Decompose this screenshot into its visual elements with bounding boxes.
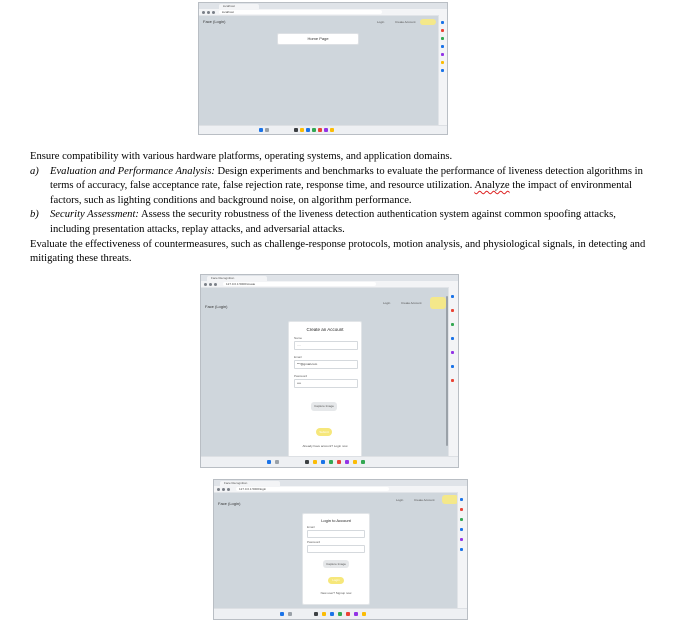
- back-icon[interactable]: [204, 283, 207, 286]
- app-icon[interactable]: [324, 128, 328, 132]
- password-field[interactable]: [307, 545, 365, 553]
- card-title: Login to Account: [321, 518, 351, 523]
- password-field[interactable]: ••••: [294, 379, 358, 388]
- app-icon[interactable]: [322, 612, 326, 616]
- sidebar-icon[interactable]: [451, 365, 454, 368]
- sidebar-icon[interactable]: [460, 508, 463, 511]
- browser-tab[interactable]: localhost: [219, 4, 259, 9]
- create-account-card: [288, 321, 362, 459]
- sidebar-icon[interactable]: [451, 337, 454, 340]
- brand-label: Face (Login): [205, 304, 228, 309]
- name-field[interactable]: ····: [294, 341, 358, 350]
- browser-tab[interactable]: Face Recognition: [220, 481, 280, 486]
- browser-sidebar: [448, 287, 458, 457]
- os-taskbar: [214, 608, 467, 619]
- password-label: Password: [307, 540, 321, 544]
- app-icon[interactable]: [330, 612, 334, 616]
- nav-login-link[interactable]: Login: [383, 301, 391, 305]
- browser-tab[interactable]: Face Recognition: [207, 276, 267, 281]
- item-b-title: Security Assessment:: [50, 209, 139, 221]
- sidebar-icon[interactable]: [460, 518, 463, 521]
- app-icon[interactable]: [337, 460, 341, 464]
- sidebar-icon[interactable]: [460, 528, 463, 531]
- capture-image-button[interactable]: Capture Image: [311, 402, 337, 411]
- sidebar-icon[interactable]: [460, 498, 463, 501]
- spellcheck-flagged-word: Analyze: [474, 180, 510, 192]
- sidebar-icon[interactable]: [441, 61, 444, 64]
- document-body: [30, 150, 652, 267]
- sidebar-icon[interactable]: [451, 295, 454, 298]
- start-icon[interactable]: [259, 128, 263, 132]
- app-icon[interactable]: [312, 128, 316, 132]
- home-page-button[interactable]: [277, 33, 359, 45]
- app-icon[interactable]: [330, 128, 334, 132]
- item-a-text: Design experiments and benchmarks to evaluate the performance of liveness detection algorithms in terms of accuracy, false acceptance rate, false rejection rate, response time, and resource utilization.: [50, 165, 643, 192]
- screenshot-home: [198, 2, 448, 135]
- address-bar: [214, 486, 467, 493]
- nav-create-account-link[interactable]: Create Account: [395, 20, 416, 24]
- email-label: Email: [294, 355, 302, 359]
- app-icon[interactable]: [338, 612, 342, 616]
- outro-paragraph: Evaluate the effectiveness of countermeasures, such as challenge-response protocols, motion analysis, and physiological signals, in detecting and mitigating these threats.: [30, 238, 646, 265]
- url-field[interactable]: 127.0.0.1:5000/login: [236, 487, 389, 491]
- browser-sidebar: [438, 15, 447, 125]
- search-icon[interactable]: [265, 128, 269, 132]
- app-icon[interactable]: [345, 460, 349, 464]
- home-page-label: Home Page: [307, 36, 329, 41]
- brand-label: Face (Login): [203, 19, 226, 24]
- sidebar-icon[interactable]: [451, 379, 454, 382]
- intro-paragraph: Ensure compatibility with various hardware platforms, operating systems, and application domains.: [30, 151, 453, 162]
- nav-create-account-link[interactable]: Create Account: [401, 301, 422, 305]
- app-icon[interactable]: [314, 612, 318, 616]
- name-label: Name: [294, 336, 303, 340]
- app-icon[interactable]: [354, 612, 358, 616]
- nav-login-link[interactable]: Login: [396, 498, 404, 502]
- back-icon[interactable]: [202, 11, 205, 14]
- app-icon[interactable]: [329, 460, 333, 464]
- profile-button[interactable]: [442, 495, 458, 504]
- page-viewport: [199, 16, 438, 125]
- sidebar-icon[interactable]: [441, 53, 444, 56]
- os-taskbar: [201, 456, 458, 467]
- url-field[interactable]: localhost: [219, 10, 382, 14]
- reload-icon[interactable]: [212, 11, 215, 14]
- app-icon[interactable]: [318, 128, 322, 132]
- login-button[interactable]: Login: [328, 577, 344, 584]
- nav-login-link[interactable]: Login: [377, 20, 385, 24]
- app-icon[interactable]: [346, 612, 350, 616]
- email-field[interactable]: [307, 530, 365, 538]
- capture-image-button[interactable]: Capture Image: [323, 560, 349, 568]
- screenshot-login: [213, 479, 468, 620]
- sidebar-icon[interactable]: [441, 69, 444, 72]
- address-bar: [199, 9, 447, 16]
- signup-now-link[interactable]: New user? Signup now: [320, 591, 352, 595]
- app-icon[interactable]: [321, 460, 325, 464]
- app-icon[interactable]: [353, 460, 357, 464]
- password-label: Password: [294, 374, 308, 378]
- app-icon[interactable]: [294, 128, 298, 132]
- sidebar-icon[interactable]: [460, 538, 463, 541]
- item-a-title: Evaluation and Performance Analysis:: [50, 165, 215, 177]
- forward-icon[interactable]: [222, 488, 225, 491]
- profile-button[interactable]: [420, 19, 436, 25]
- app-icon[interactable]: [305, 460, 309, 464]
- back-icon[interactable]: [217, 488, 220, 491]
- app-icon[interactable]: [300, 128, 304, 132]
- email-label: Email: [307, 525, 315, 529]
- screenshot-create-account: [200, 274, 459, 468]
- app-icon[interactable]: [313, 460, 317, 464]
- app-icon[interactable]: [361, 460, 365, 464]
- address-bar: [201, 281, 458, 288]
- login-now-link[interactable]: Already have account? Login now: [302, 444, 348, 448]
- list-item-a: [30, 165, 652, 209]
- start-icon[interactable]: [280, 612, 284, 616]
- app-icon[interactable]: [306, 128, 310, 132]
- login-card: [302, 513, 370, 605]
- forward-icon[interactable]: [209, 283, 212, 286]
- brand-label: Face (Login): [218, 501, 241, 506]
- profile-button[interactable]: [430, 297, 446, 309]
- sidebar-icon[interactable]: [451, 309, 454, 312]
- list-item-b: [30, 208, 652, 237]
- page-viewport: [201, 288, 448, 457]
- browser-sidebar: [457, 492, 467, 609]
- start-icon[interactable]: [267, 460, 271, 464]
- sidebar-icon[interactable]: [451, 323, 454, 326]
- list-marker: b): [30, 209, 39, 221]
- page-viewport: [214, 493, 457, 609]
- app-icon[interactable]: [362, 612, 366, 616]
- os-taskbar: [199, 125, 447, 134]
- reload-icon[interactable]: [227, 488, 230, 491]
- sidebar-icon[interactable]: [441, 37, 444, 40]
- email-field[interactable]: ***@gmail.com: [294, 360, 358, 369]
- nav-create-account-link[interactable]: Create Account: [414, 498, 435, 502]
- search-icon[interactable]: [288, 612, 292, 616]
- sidebar-icon[interactable]: [460, 548, 463, 551]
- search-icon[interactable]: [275, 460, 279, 464]
- url-field[interactable]: 127.0.0.1:5000/create: [223, 282, 376, 286]
- sidebar-icon[interactable]: [441, 45, 444, 48]
- forward-icon[interactable]: [207, 11, 210, 14]
- item-a-text-continued: the impact of environmental factors, such as lighting conditions and background noise, on algorithm performance.: [50, 180, 633, 206]
- sidebar-icon[interactable]: [441, 21, 444, 24]
- card-title: Create an Account: [306, 327, 344, 332]
- reload-icon[interactable]: [214, 283, 217, 286]
- submit-button[interactable]: Submit: [316, 428, 332, 436]
- list-marker: a): [30, 165, 39, 177]
- sidebar-icon[interactable]: [441, 29, 444, 32]
- item-b-text: Assess the security robustness of the liveness detection authentication system against common spoofing attacks, including presentation attacks, replay attacks, and adversarial attacks.: [50, 209, 616, 235]
- sidebar-icon[interactable]: [451, 351, 454, 354]
